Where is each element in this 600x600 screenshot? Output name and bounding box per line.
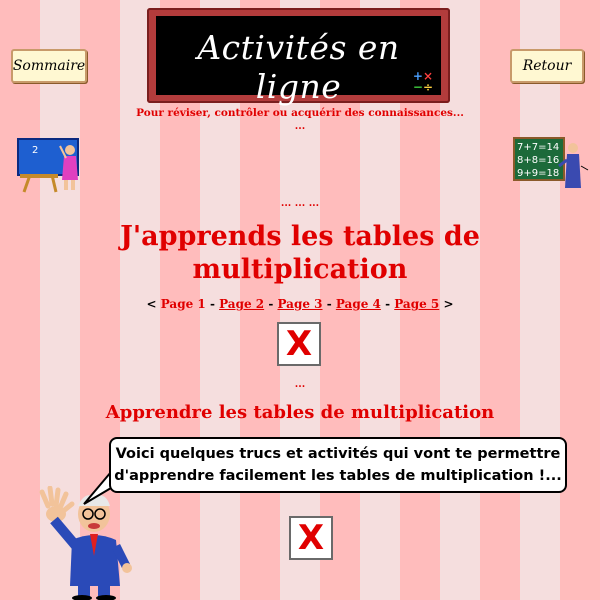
- broken-image-icon-2: X: [289, 516, 333, 560]
- pager-link-page-5[interactable]: Page 5: [394, 297, 440, 311]
- pager-link-page-4[interactable]: Page 4: [335, 297, 381, 311]
- bubble-line-2: d'apprendre facilement les tables de multiplication !...: [114, 468, 562, 484]
- math-signs-icon: +× −÷: [412, 69, 433, 94]
- pagination: < Page 1 - Page 2 - Page 3 - Page 4 - Page 5 >: [146, 297, 454, 311]
- retour-button[interactable]: [510, 49, 584, 83]
- ellipsis-middle: ... ... ...: [280, 198, 320, 209]
- speech-bubble: [109, 437, 567, 493]
- ellipsis-top: ...: [294, 121, 306, 132]
- svg-text:8+8=16: 8+8=16: [517, 155, 560, 166]
- svg-text:2: 2: [32, 145, 39, 156]
- sommaire-label: Sommaire: [12, 58, 86, 74]
- svg-text:7+7=14: 7+7=14: [517, 142, 560, 153]
- section-subtitle: Apprendre les tables de multiplication: [105, 402, 495, 423]
- pager-link-page-2[interactable]: Page 2: [219, 297, 265, 311]
- page-title: J'apprends les tables de multiplication: [120, 221, 480, 285]
- broken-image-icon: X: [277, 322, 321, 366]
- svg-text:9+9=18: 9+9=18: [517, 168, 560, 179]
- retour-label: Retour: [522, 58, 572, 74]
- header-blackboard: [156, 16, 441, 106]
- tagline: Pour réviser, contrôler ou acquérir des connaissances...: [136, 107, 464, 119]
- pager-link-page-3[interactable]: Page 3: [277, 297, 323, 311]
- pager-current-page: Page 1: [160, 297, 206, 311]
- bubble-line-1: Voici quelques trucs et activités qui vont te permettre: [115, 446, 561, 462]
- child-at-blackboard-illustration: [16, 136, 82, 194]
- ellipsis-small: ...: [294, 379, 306, 390]
- sommaire-button[interactable]: [11, 49, 87, 83]
- teacher-blackboard-illustration: [513, 136, 589, 192]
- site-title: Activités en ligne: [197, 28, 400, 106]
- header-banner: [147, 8, 450, 106]
